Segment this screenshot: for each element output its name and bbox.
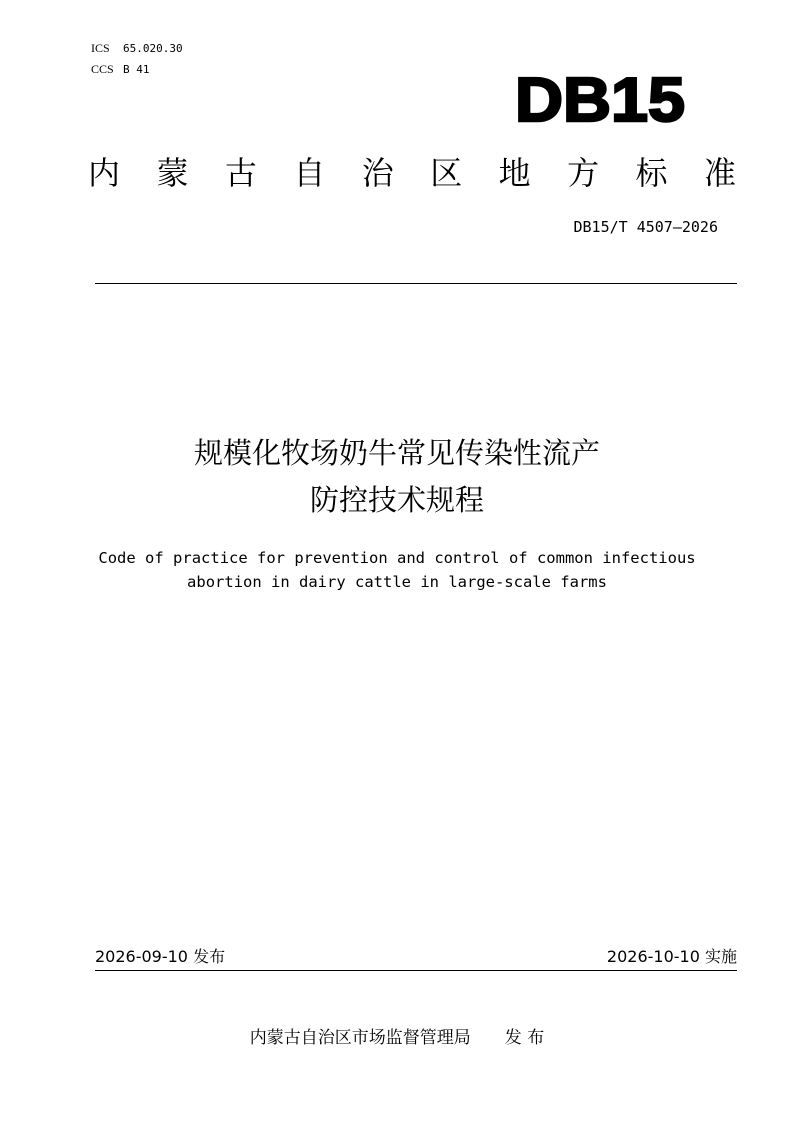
db15-logo-graphic	[515, 70, 687, 128]
standard-number: DB15/T 4507—2026	[573, 218, 718, 236]
classification-codes	[91, 38, 183, 80]
db15-logo	[515, 70, 687, 128]
implement-date: 2026-10-10 实施	[606, 947, 737, 966]
title-zh-line2: 防控技术规程	[309, 483, 484, 517]
title-en-line2: abortion in dairy cattle in large-scale farms	[187, 573, 607, 591]
standard-type-char: 蒙	[156, 154, 189, 192]
ics-value: 65.020.30	[123, 42, 183, 55]
standard-type-char: 古	[224, 154, 257, 192]
standard-type-char: 准	[703, 154, 736, 192]
ics-line	[91, 38, 183, 59]
issuer-name: 内蒙古自治区市场监督管理局	[249, 1028, 471, 1048]
ics-label: ICS	[91, 41, 110, 55]
bottom-divider	[95, 970, 737, 971]
issuer-line	[0, 1026, 794, 1050]
standard-type-heading	[88, 150, 736, 196]
standard-type-char: 治	[361, 154, 394, 192]
db15-logo-text: DB15	[515, 70, 685, 128]
standard-type-char: 内	[88, 154, 121, 192]
standard-type-char: 方	[567, 154, 600, 192]
ccs-line	[91, 59, 183, 80]
standard-type-char: 标	[635, 154, 668, 192]
ccs-value: B 41	[123, 63, 150, 76]
title-zh-line1: 规模化牧场奶牛常见传染性流产	[193, 436, 600, 470]
title-en-line1: Code of practice for prevention and control of common infectious	[98, 549, 696, 567]
standard-type-char: 区	[430, 154, 463, 192]
ccs-label: CCS	[91, 62, 114, 76]
standard-type-char: 自	[293, 154, 326, 192]
top-divider	[95, 283, 737, 284]
standard-type-char: 地	[498, 154, 531, 192]
publish-date: 2026-09-10 发布	[95, 947, 226, 966]
issue-word: 发 布	[504, 1028, 545, 1048]
